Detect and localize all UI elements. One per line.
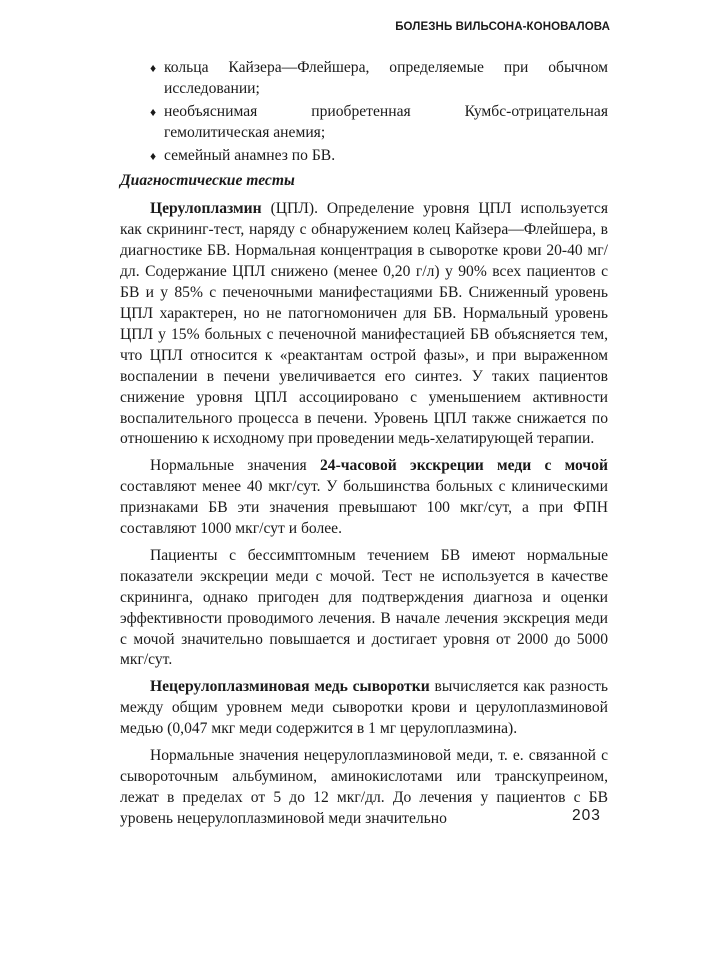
bold-term: Церулоплазмин bbox=[150, 200, 262, 218]
list-item-text: семейный анамнез по БВ. bbox=[164, 146, 336, 164]
paragraph-non-ceruloplasmin-copper: Нецерулоплазминовая медь сыворотки вычисляется как разность между общим уровнем меди сыворотки крови и церулоплазминовой медью (0,047 мкг меди содержится в 1 мг церулоплазмина). bbox=[120, 678, 608, 738]
paragraph-ceruloplasmin: Церулоплазмин (ЦПЛ). Определение уровня ЦПЛ используется как скрининг-тест, наряду с обнаружением колец Кайзера—Флейшера, в диагностике БВ. Нормальная концентрация в сыворотке крови 20-40 мг/дл. Содержание ЦПЛ снижено (менее 0,20 г/л) у 90% всех пациентов с БВ и у 85% с печеночными манифестациями БВ. Сниженный уровень ЦПЛ характерен, но не патогномоничен для БВ. Нормальный уровень ЦПЛ у 15% больных с печеночной манифестацией БВ объясняется тем, что ЦПЛ относится к «реактантам острой фазы», и при выраженном воспалении в печени увеличивается его синтез. У таких пациентов снижение уровня ЦПЛ ассоциировано с уменьшением активности воспалительного процесса в печени. Уровень ЦПЛ также снижается по отношению к исходному при проведении медь-хелатирующей терапии. bbox=[120, 200, 608, 448]
section-subheading: Диагностические тесты bbox=[120, 171, 295, 189]
bold-term: 24-часовой экскреции меди с мочой bbox=[319, 457, 608, 475]
list-item bbox=[120, 58, 608, 100]
list-item-text: кольца Кайзера—Флейшера, определяемые при обычном исследовании; bbox=[164, 59, 608, 97]
paragraph-normal-values: Нормальные значения нецерулоплазминовой меди, т. е. связанной с сывороточным альбумином, аминокислотами или транскупреином, лежат в пределах от 5 до 12 мкг/дл. До лечения у пациентов с БВ уровень нецерулоплазминовой меди значительно bbox=[120, 747, 608, 827]
list-item-text: необъяснимая приобретенная Кумбс-отрицательная гемолитическая анемия; bbox=[164, 102, 608, 141]
diamond-bullet-icon: ♦ bbox=[150, 148, 157, 163]
diamond-bullet-icon: ♦ bbox=[150, 104, 157, 119]
list-item bbox=[120, 146, 608, 167]
bold-term: Нецерулоплазминовая медь сыворотки bbox=[150, 678, 430, 696]
page-number: 203 bbox=[572, 807, 601, 824]
paragraph-asymptomatic: Пациенты с бессимптомным течением БВ имеют нормальные показатели экскреции меди с мочой. Тест не используется в качестве скрининга, однако пригоден для подтверждения диагноза и оценки эффективности проводимого лечения. В начале лечения экскреция меди с мочой значительно повышается и достигает уровня от 2000 до 5000 мкг/сут. bbox=[120, 546, 608, 669]
list-item bbox=[120, 102, 608, 144]
paragraph-urinary-copper: Нормальные значения 24-часовой экскреции меди с мочой составляют менее 40 мкг/сут. У большинства больных с клиническими признаками БВ эти значения превышают 100 мкг/сут, а при ФПН составляют 1000 мкг/сут и более. bbox=[120, 457, 608, 538]
diamond-bullet-icon: ♦ bbox=[150, 61, 157, 75]
running-head: БОЛЕЗНЬ ВИЛЬСОНА-КОНОВАЛОВА bbox=[395, 21, 610, 33]
page-content bbox=[120, 58, 608, 836]
bullet-list bbox=[120, 58, 608, 167]
